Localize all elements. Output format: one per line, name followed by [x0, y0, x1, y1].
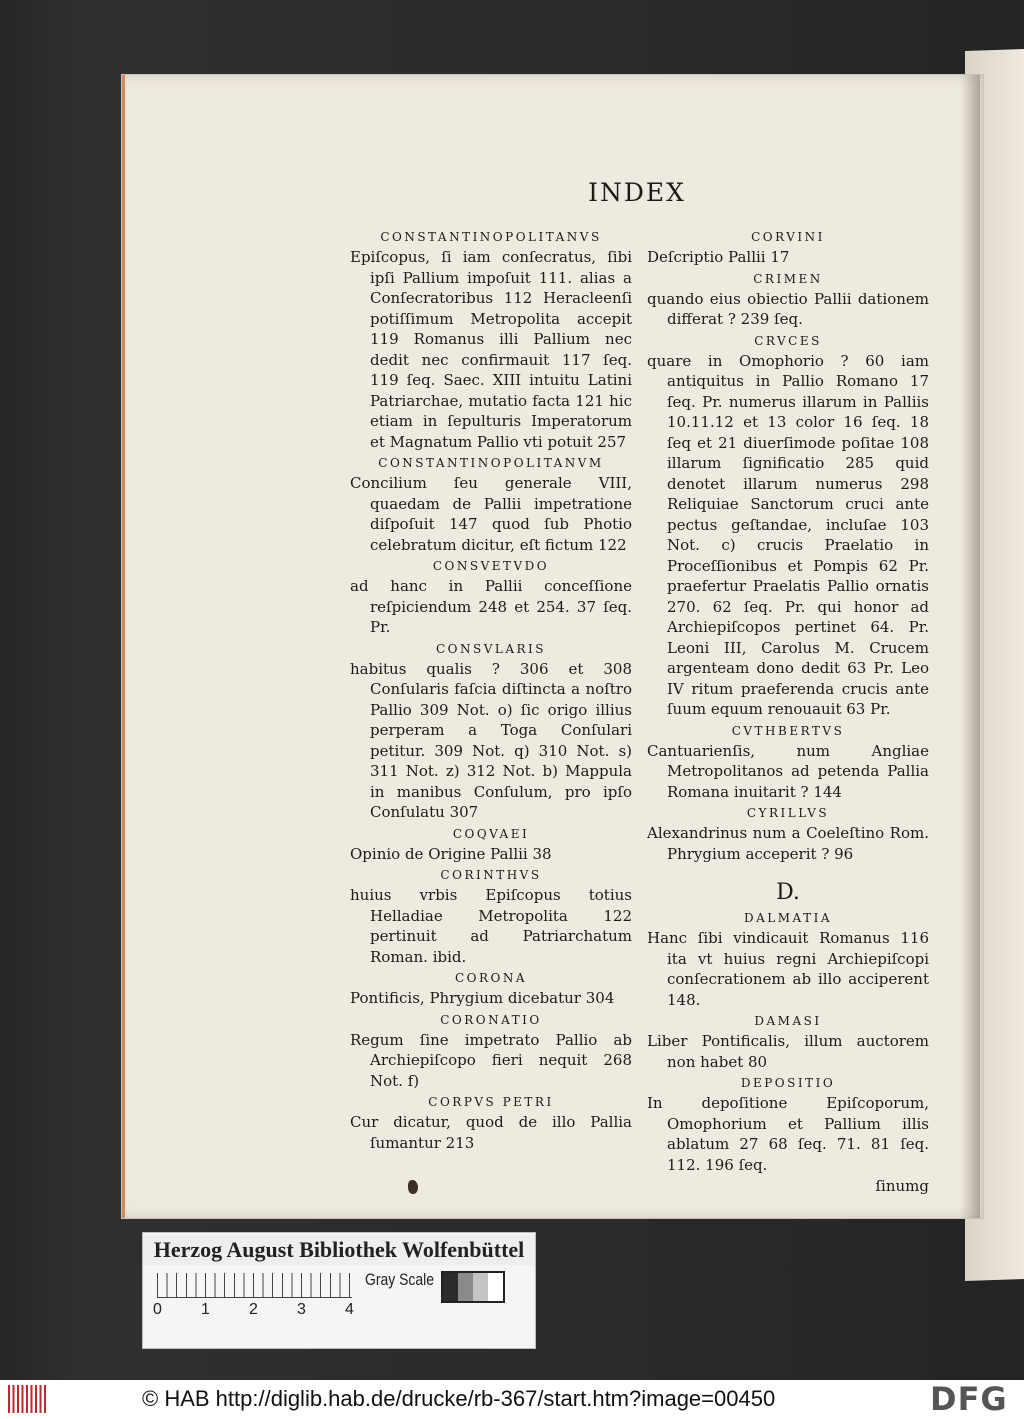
index-heading: CONSVLARIS	[435, 641, 547, 656]
gray-swatch	[443, 1273, 458, 1301]
index-heading: CORVINI	[751, 230, 825, 244]
ruler-label: 4	[345, 1301, 354, 1318]
index-heading: DALMATIA	[744, 911, 832, 925]
index-column-right	[647, 227, 929, 1196]
page-title: INDEX	[588, 178, 686, 207]
hab-logo-icon	[8, 1385, 46, 1413]
index-heading: CRIMEN	[753, 271, 823, 286]
index-heading: DAMASI	[754, 1014, 822, 1028]
calibration-card	[142, 1232, 536, 1349]
index-heading: CVTHBERTVS	[731, 723, 845, 738]
index-entry: Pontificis, Phrygium dicebatur 304	[350, 989, 615, 1007]
index-heading: CRVCES	[754, 333, 822, 348]
index-heading: CORONA	[454, 971, 528, 985]
index-heading: DEPOSITIO	[740, 1076, 836, 1090]
index-heading: CORONATIO	[440, 1012, 542, 1027]
index-entry: Regum ſine impetrato Pallio ab Archiepiſcopo fieri nequit 268 Not. f)	[350, 1030, 632, 1090]
index-heading: CORPVS PETRI	[428, 1095, 554, 1109]
index-entry: quare in Omophorio ? 60 iam antiquitus in Pallio Romano 17 ſeq. Pr. numerus illarum in Palliis 10.11.12 et 13 color 16 ſeq. 18 ſeq et 21 diuerſimode poſitae 108 illarum ſignificatio 285 quid denotet illarum numerus 298 Reliquiae Sanctorum cruci ante pectus geſtandae, incluſae 103 Not. c) crucis Praelatio in Proceſſionibus et Pompis 62 Pr. praefertur Praelatis Pallio ornatis 270. 62 ſeq. Pr. qui honor ad Archiepiſcopos pertinet 64. Pr. Leoni III, Carolus M. Crucem argenteam dono dedit 63 Pr. Leo IV ritum praeferenda crucis ante ſuum equum renouauit 63 Pr.	[647, 351, 929, 718]
index-entry: Liber Pontificalis, illum auctorem non habet 80	[647, 1032, 929, 1071]
gray-scale-label: Gray Scale	[365, 1270, 434, 1289]
section-letter-heading: D.	[776, 880, 800, 905]
dfg-logo: DFG	[930, 1380, 1008, 1418]
index-heading: COQVAEI	[452, 826, 530, 841]
index-heading: CONSTANTINOPOLITANVM	[378, 456, 604, 470]
footer-credit-link[interactable]: © HAB http://diglib.hab.de/drucke/rb-367/start.htm?image=00450	[142, 1386, 776, 1411]
index-entry: Cur dicatur, quod de illo Pallia ſumantur 213	[350, 1113, 632, 1152]
index-entry: huius vrbis Epiſcopus totius Helladiae Metropolita 122 pertinuit ad Patriarchatum Roman. ibid.	[350, 886, 632, 966]
index-entry: ad hanc in Pallii conceſſione reſpiciendum 248 et 254. 37 ſeq. Pr.	[350, 577, 632, 636]
library-name: Herzog August Bibliothek Wolfenbüttel	[143, 1235, 535, 1265]
gray-swatch	[488, 1273, 503, 1301]
index-entry: In depoſitione Epiſcoporum, Omophorium et Pallium illis ablatum 27 68 ſeq. 71. 81 ſeq. 112. 196 ſeq.	[647, 1094, 929, 1174]
gray-scale-swatches	[441, 1271, 505, 1303]
ruler-label: 2	[249, 1301, 258, 1318]
index-entry: quando eius obiectio Pallii dationem differat ? 239 ſeq.	[647, 289, 929, 328]
gray-swatch	[458, 1273, 473, 1301]
index-heading: CONSVETVDO	[432, 559, 550, 573]
ruler-label: 1	[201, 1301, 210, 1318]
ruler-label: 3	[297, 1301, 306, 1318]
index-heading: CONSTANTINOPOLITANVS	[380, 230, 602, 244]
page-gutter-shadow	[960, 75, 980, 1218]
index-entry: Opinio de Origine Pallii 38	[350, 844, 552, 863]
index-entry: Alexandrinus num a Coeleſtino Rom. Phrygium acceperit ? 96	[647, 824, 929, 863]
gray-swatch	[473, 1273, 488, 1301]
index-column-left	[350, 227, 632, 1154]
ruler-label: 0	[153, 1301, 162, 1318]
catchword: ſinumg	[875, 1177, 929, 1195]
index-entry: Epiſcopus, ſi iam conſecratus, ſibi ipſi Pallium impoſuit 111. alias a Conſecratoribus 112 Heracleenſi potiſſimum Metropolita accepit 119 Romanus illi Pallium nec dedit nec confirmauit 117 ſeq. 119 ſeq. Saec. XIII intuitu Latini Patriarchae, mutatio facta 121 hic etiam in ſepulturis Imperatorum et Magnatum Pallio vti potuit 257	[350, 248, 632, 451]
scale-ruler	[157, 1273, 352, 1298]
index-entry: habitus qualis ? 306 et 308 Conſularis faſcia diſtincta a noſtro Pallio 309 Not. o) ſic origo illius perperam a Toga Conſulari petitur. 309 Not. q) 310 Not. s) 311 Not. z) 312 Not. b) Mappula in manibus Conſulum, pro ipſo Conſulatu 307	[350, 659, 632, 821]
index-entry: Concilium ſeu generale VIII, quaedam de Pallii impetratione diſpoſuit 147 quod ſub Photio celebratum dicitur, eſt fictum 122	[350, 474, 632, 554]
index-heading: CORINTHVS	[440, 868, 542, 882]
index-entry: Cantuarienſis, num Angliae Metropolitanos ad petenda Pallia Romana inuitarit ? 144	[647, 741, 929, 801]
index-entry: Deſcriptio Pallii 17	[647, 248, 790, 266]
index-heading: CYRILLVS	[746, 806, 830, 820]
ruler-labels	[153, 1301, 373, 1321]
index-entry: Hanc ſibi vindicauit Romanus 116 ita vt huius regni Archiepiſcopi conſecrationem ab illo acciperent 148.	[647, 929, 929, 1009]
ink-blot	[408, 1180, 418, 1194]
